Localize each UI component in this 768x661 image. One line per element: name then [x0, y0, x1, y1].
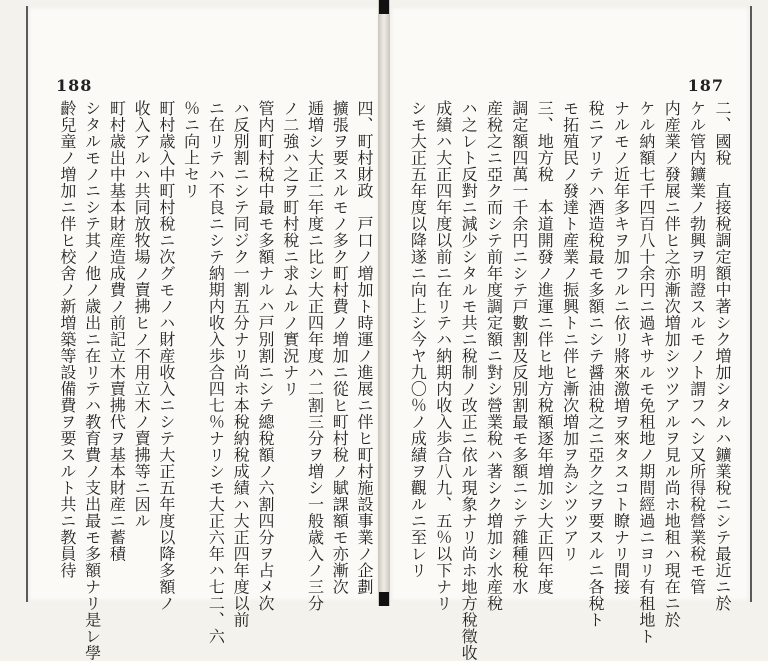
right-page-text-column: 稅ニアリテハ酒造稅最モ多額ニシテ醤油稅之ニ亞ク之ヲ要スルニ各稅ト — [586, 100, 606, 628]
right-page-text — [400, 100, 732, 661]
right-page-text-column: モ拓殖民ノ發達ト産業ノ振興トニ伴ヒ漸次増加ヲ為シツツアリ — [560, 100, 580, 562]
left-page-text-column: ニ在リテハ不良ニシテ納期内收入歩合四七％ナリシモ大正六年ハ七二、六 — [206, 100, 226, 645]
right-page-number: 187 — [687, 76, 724, 95]
right-page-text-column: シモ大正五年度以降遂ニ向上シ今ヤ九〇％ノ成績ヲ觀ルニ至レリ — [408, 100, 428, 579]
left-page — [26, 6, 380, 661]
right-page-text-column: 成績ハ大正四年度以前ニ在リテハ納期内收入歩合八九、五％以下ナリ — [433, 100, 453, 612]
left-page-text-column: 收入アルハ共同放牧場ノ賣拂ヒノ不用立木ノ賣拂等ニ因ル — [132, 100, 152, 529]
binding-clip-top — [379, 0, 389, 14]
right-page-text-column: ナルモノ近年多キヲ加フルニ依リ將來激増ヲ來タスコト瞭ナリ間接 — [611, 100, 631, 595]
right-page-text-column: ケル納額七千四百八十余円ニ過キサルモ免租地ノ期間經過ニヨリ有租地ト — [636, 100, 656, 645]
left-page-text-column: 擴張ヲ要スルモノ多ク町村費ノ増加ニ從ヒ町村稅ノ賦課額モ亦漸次 — [330, 100, 350, 595]
left-page-text-column: シタルモノニシテ其ノ他ノ歳出ニ在リテハ教育費ノ支出最モ多額ナリ是レ學 — [82, 100, 102, 661]
right-page-text-column: ハ之レト反對ニ減少シタルモ共ニ稅制ノ改正ニ依ル現象ナリ尚ホ地方稅徵收 — [459, 100, 479, 661]
right-page-text-column: ケル管内鑛業ノ勃興ヲ明證スルモノト謂フヘシ又所得稅營業稅モ管 — [687, 100, 707, 595]
right-page-text-column: 産稅之ニ亞ク而シテ前年度調定額ニ對シ營業稅ハ著シク増加シ水産稅 — [484, 100, 504, 612]
book-gutter — [378, 0, 390, 606]
right-page-text-column: 内産業ノ發展ニ伴ヒ之亦漸次増加シツツアルヲ見ル尚ホ地租ハ現在ニ於 — [662, 100, 682, 628]
left-page-text-column: ％ニ向上セリ — [181, 100, 201, 199]
left-page-text-column: 町村歳出中基本財産造成費ノ前記立木賣拂代ヲ基本財産ニ蓄積 — [107, 100, 127, 562]
left-page-text-column: 四、町村財政 戸口ノ増加ト時運ノ進展ニ伴ヒ町村施設事業ノ企劃 — [355, 100, 374, 595]
left-page-text-column: ノ二強ハ之ヲ町村稅ニ求ムルノ實況ナリ — [280, 100, 300, 397]
left-page-text-column: ハ反別割ニシテ同ジク一割五分ナリ尚ホ本稅納稅成績ハ大正四年度以前 — [231, 100, 251, 628]
left-page-text-column: 齡兒童ノ増加ニ伴ヒ校舍ノ新増築等設備費ヲ要スルト共ニ教員待 — [57, 100, 77, 579]
left-page-text-column: 町村歳入中町村稅ニ次グモノハ財産收入ニシテ大正五年度以降多額ノ — [156, 100, 176, 612]
left-page-text-column: 管内町村稅中最モ多額ナルハ戸別割ニシテ總稅額ノ六割四分ヲ占メ次 — [255, 100, 275, 612]
left-page-text-column: 逓増シ大正二年度ニ比シ大正四年度ハ二割三分ヲ増シ一般歳入ノ三分 — [305, 100, 325, 612]
right-page-text-column: 三、地方稅 本道開發ノ進運ニ伴ヒ地方稅額逐年増加シ大正四年度 — [535, 100, 555, 595]
right-page-text-column: 二、國稅 直接稅調定額中著シク増加シタルハ鑛業稅ニシテ最近ニ於 — [713, 100, 732, 612]
left-page-number: 188 — [56, 76, 93, 95]
right-page — [390, 6, 752, 661]
right-page-text-column: 調定額四萬一千余円ニシテ戸數割及反別割最モ多額ニシテ雜種稅水 — [509, 100, 529, 595]
left-page-text — [50, 100, 374, 661]
binding-clip-bottom — [379, 592, 389, 606]
